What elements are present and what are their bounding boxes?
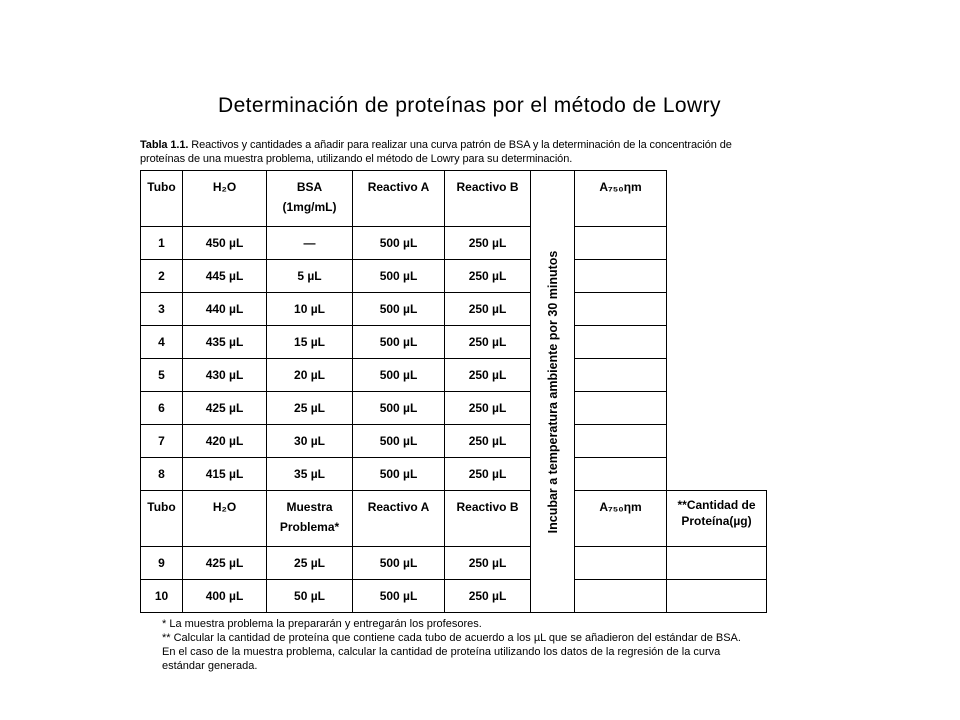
table-figure [140, 138, 770, 673]
header-reactivo-a: Reactivo A [353, 171, 445, 227]
cell-h2o: 430 µL [183, 359, 267, 392]
cell-reactivo-b: 250 µL [445, 326, 531, 359]
cell-bsa: 25 µL [267, 392, 353, 425]
table-caption-text: Reactivos y cantidades a añadir para realizar una curva patrón de BSA y la determinación de la concentración de proteínas de una muestra problema, utilizando el método de Lowry para su determinación. [140, 139, 732, 165]
incubation-note: Incubar a temperatura ambiente por 30 minutos [545, 250, 560, 533]
table-row [141, 293, 767, 326]
header-tubo: Tubo [141, 171, 183, 227]
cell-reactivo-a: 500 µL [353, 458, 445, 491]
cell-h2o: 425 µL [183, 547, 267, 580]
empty-cell [667, 425, 767, 458]
cell-h2o: 435 µL [183, 326, 267, 359]
cell-tubo: 7 [141, 425, 183, 458]
cell-reactivo-b: 250 µL [445, 458, 531, 491]
empty-cell [667, 260, 767, 293]
table-row [141, 260, 767, 293]
cell-h2o: 440 µL [183, 293, 267, 326]
cell-tubo: 8 [141, 458, 183, 491]
header-muestra [267, 491, 353, 547]
cell-reactivo-a: 500 µL [353, 260, 445, 293]
absorbance-value-cell[interactable] [575, 392, 667, 425]
empty-cell [667, 359, 767, 392]
absorbance-value-cell[interactable] [575, 359, 667, 392]
cell-bsa: 10 µL [267, 293, 353, 326]
header-absorbance: A₇₅₀ηm [575, 491, 667, 547]
table-row [141, 326, 767, 359]
table-caption-label: Tabla 1.1. [140, 139, 189, 151]
footnote-line: estándar generada. [162, 660, 258, 672]
cell-reactivo-a: 500 µL [353, 359, 445, 392]
cell-h2o: 445 µL [183, 260, 267, 293]
header-cantidad-label-2: Proteína(µg) [681, 514, 752, 528]
empty-cell [667, 227, 767, 260]
table-row [141, 458, 767, 491]
cell-tubo: 4 [141, 326, 183, 359]
header-muestra-label-2: Problema* [279, 520, 340, 534]
absorbance-value-cell[interactable] [575, 580, 667, 613]
cell-bsa: 20 µL [267, 359, 353, 392]
cell-reactivo-b: 250 µL [445, 580, 531, 613]
empty-cell [667, 171, 767, 227]
header-reactivo-b: Reactivo B [445, 491, 531, 547]
table-row [141, 425, 767, 458]
cell-reactivo-b: 250 µL [445, 260, 531, 293]
cell-tubo: 5 [141, 359, 183, 392]
empty-cell [667, 458, 767, 491]
footnote-line: * La muestra problema la prepararán y entregarán los profesores. [162, 618, 482, 630]
standard-header-row [141, 171, 767, 227]
header-bsa-label: BSA [296, 180, 323, 194]
header-h2o: H₂O [183, 491, 267, 547]
footnote-line: ** Calcular la cantidad de proteína que contiene cada tubo de acuerdo a los µL que se añadieron del estándar de BSA. [162, 632, 741, 644]
empty-cell [667, 293, 767, 326]
header-absorbance: A₇₅₀ηm [575, 171, 667, 227]
cell-bsa: 35 µL [267, 458, 353, 491]
table-row [141, 547, 767, 580]
header-bsa-unit: (1mg/mL) [282, 200, 337, 214]
header-reactivo-a: Reactivo A [353, 491, 445, 547]
absorbance-value-cell[interactable] [575, 293, 667, 326]
cell-bsa: 30 µL [267, 425, 353, 458]
cell-reactivo-a: 500 µL [353, 227, 445, 260]
cell-tubo: 9 [141, 547, 183, 580]
header-cantidad-label: **Cantidad de [677, 498, 756, 512]
cell-tubo: 1 [141, 227, 183, 260]
cell-h2o: 420 µL [183, 425, 267, 458]
empty-cell [667, 326, 767, 359]
empty-cell [667, 392, 767, 425]
cell-tubo: 3 [141, 293, 183, 326]
absorbance-value-cell[interactable] [575, 260, 667, 293]
lowry-table [140, 170, 767, 613]
slide-title: Determinación de proteínas por el método de Lowry [218, 94, 721, 117]
header-muestra-label: Muestra [286, 500, 333, 514]
cell-h2o: 450 µL [183, 227, 267, 260]
absorbance-value-cell[interactable] [575, 547, 667, 580]
table-caption [140, 138, 770, 166]
cell-reactivo-b: 250 µL [445, 392, 531, 425]
cell-tubo: 2 [141, 260, 183, 293]
cell-reactivo-b: 250 µL [445, 359, 531, 392]
sample-header-row [141, 491, 767, 547]
cell-bsa: 15 µL [267, 326, 353, 359]
footnote-line: En el caso de la muestra problema, calcular la cantidad de proteína utilizando los datos de la regresión de la curva [162, 646, 721, 658]
cell-reactivo-b: 250 µL [445, 293, 531, 326]
cell-muestra: 25 µL [267, 547, 353, 580]
cell-reactivo-a: 500 µL [353, 392, 445, 425]
protein-amount-cell[interactable] [667, 580, 767, 613]
header-tubo: Tubo [141, 491, 183, 547]
footnotes [140, 617, 770, 673]
cell-reactivo-b: 250 µL [445, 227, 531, 260]
table-row [141, 359, 767, 392]
absorbance-value-cell[interactable] [575, 458, 667, 491]
header-bsa [267, 171, 353, 227]
absorbance-value-cell[interactable] [575, 326, 667, 359]
cell-reactivo-b: 250 µL [445, 425, 531, 458]
cell-bsa: — [267, 227, 353, 260]
absorbance-value-cell[interactable] [575, 227, 667, 260]
header-cantidad-proteina [667, 491, 767, 547]
table-row [141, 227, 767, 260]
cell-reactivo-b: 250 µL [445, 547, 531, 580]
cell-h2o: 400 µL [183, 580, 267, 613]
protein-amount-cell[interactable] [667, 547, 767, 580]
cell-reactivo-a: 500 µL [353, 425, 445, 458]
header-reactivo-b: Reactivo B [445, 171, 531, 227]
incubation-cell [531, 171, 575, 613]
cell-tubo: 10 [141, 580, 183, 613]
cell-h2o: 425 µL [183, 392, 267, 425]
table-row [141, 580, 767, 613]
absorbance-value-cell[interactable] [575, 425, 667, 458]
cell-reactivo-a: 500 µL [353, 547, 445, 580]
cell-tubo: 6 [141, 392, 183, 425]
cell-h2o: 415 µL [183, 458, 267, 491]
table-row [141, 392, 767, 425]
cell-reactivo-a: 500 µL [353, 326, 445, 359]
cell-reactivo-a: 500 µL [353, 580, 445, 613]
cell-reactivo-a: 500 µL [353, 293, 445, 326]
cell-muestra: 50 µL [267, 580, 353, 613]
header-h2o: H₂O [183, 171, 267, 227]
cell-bsa: 5 µL [267, 260, 353, 293]
